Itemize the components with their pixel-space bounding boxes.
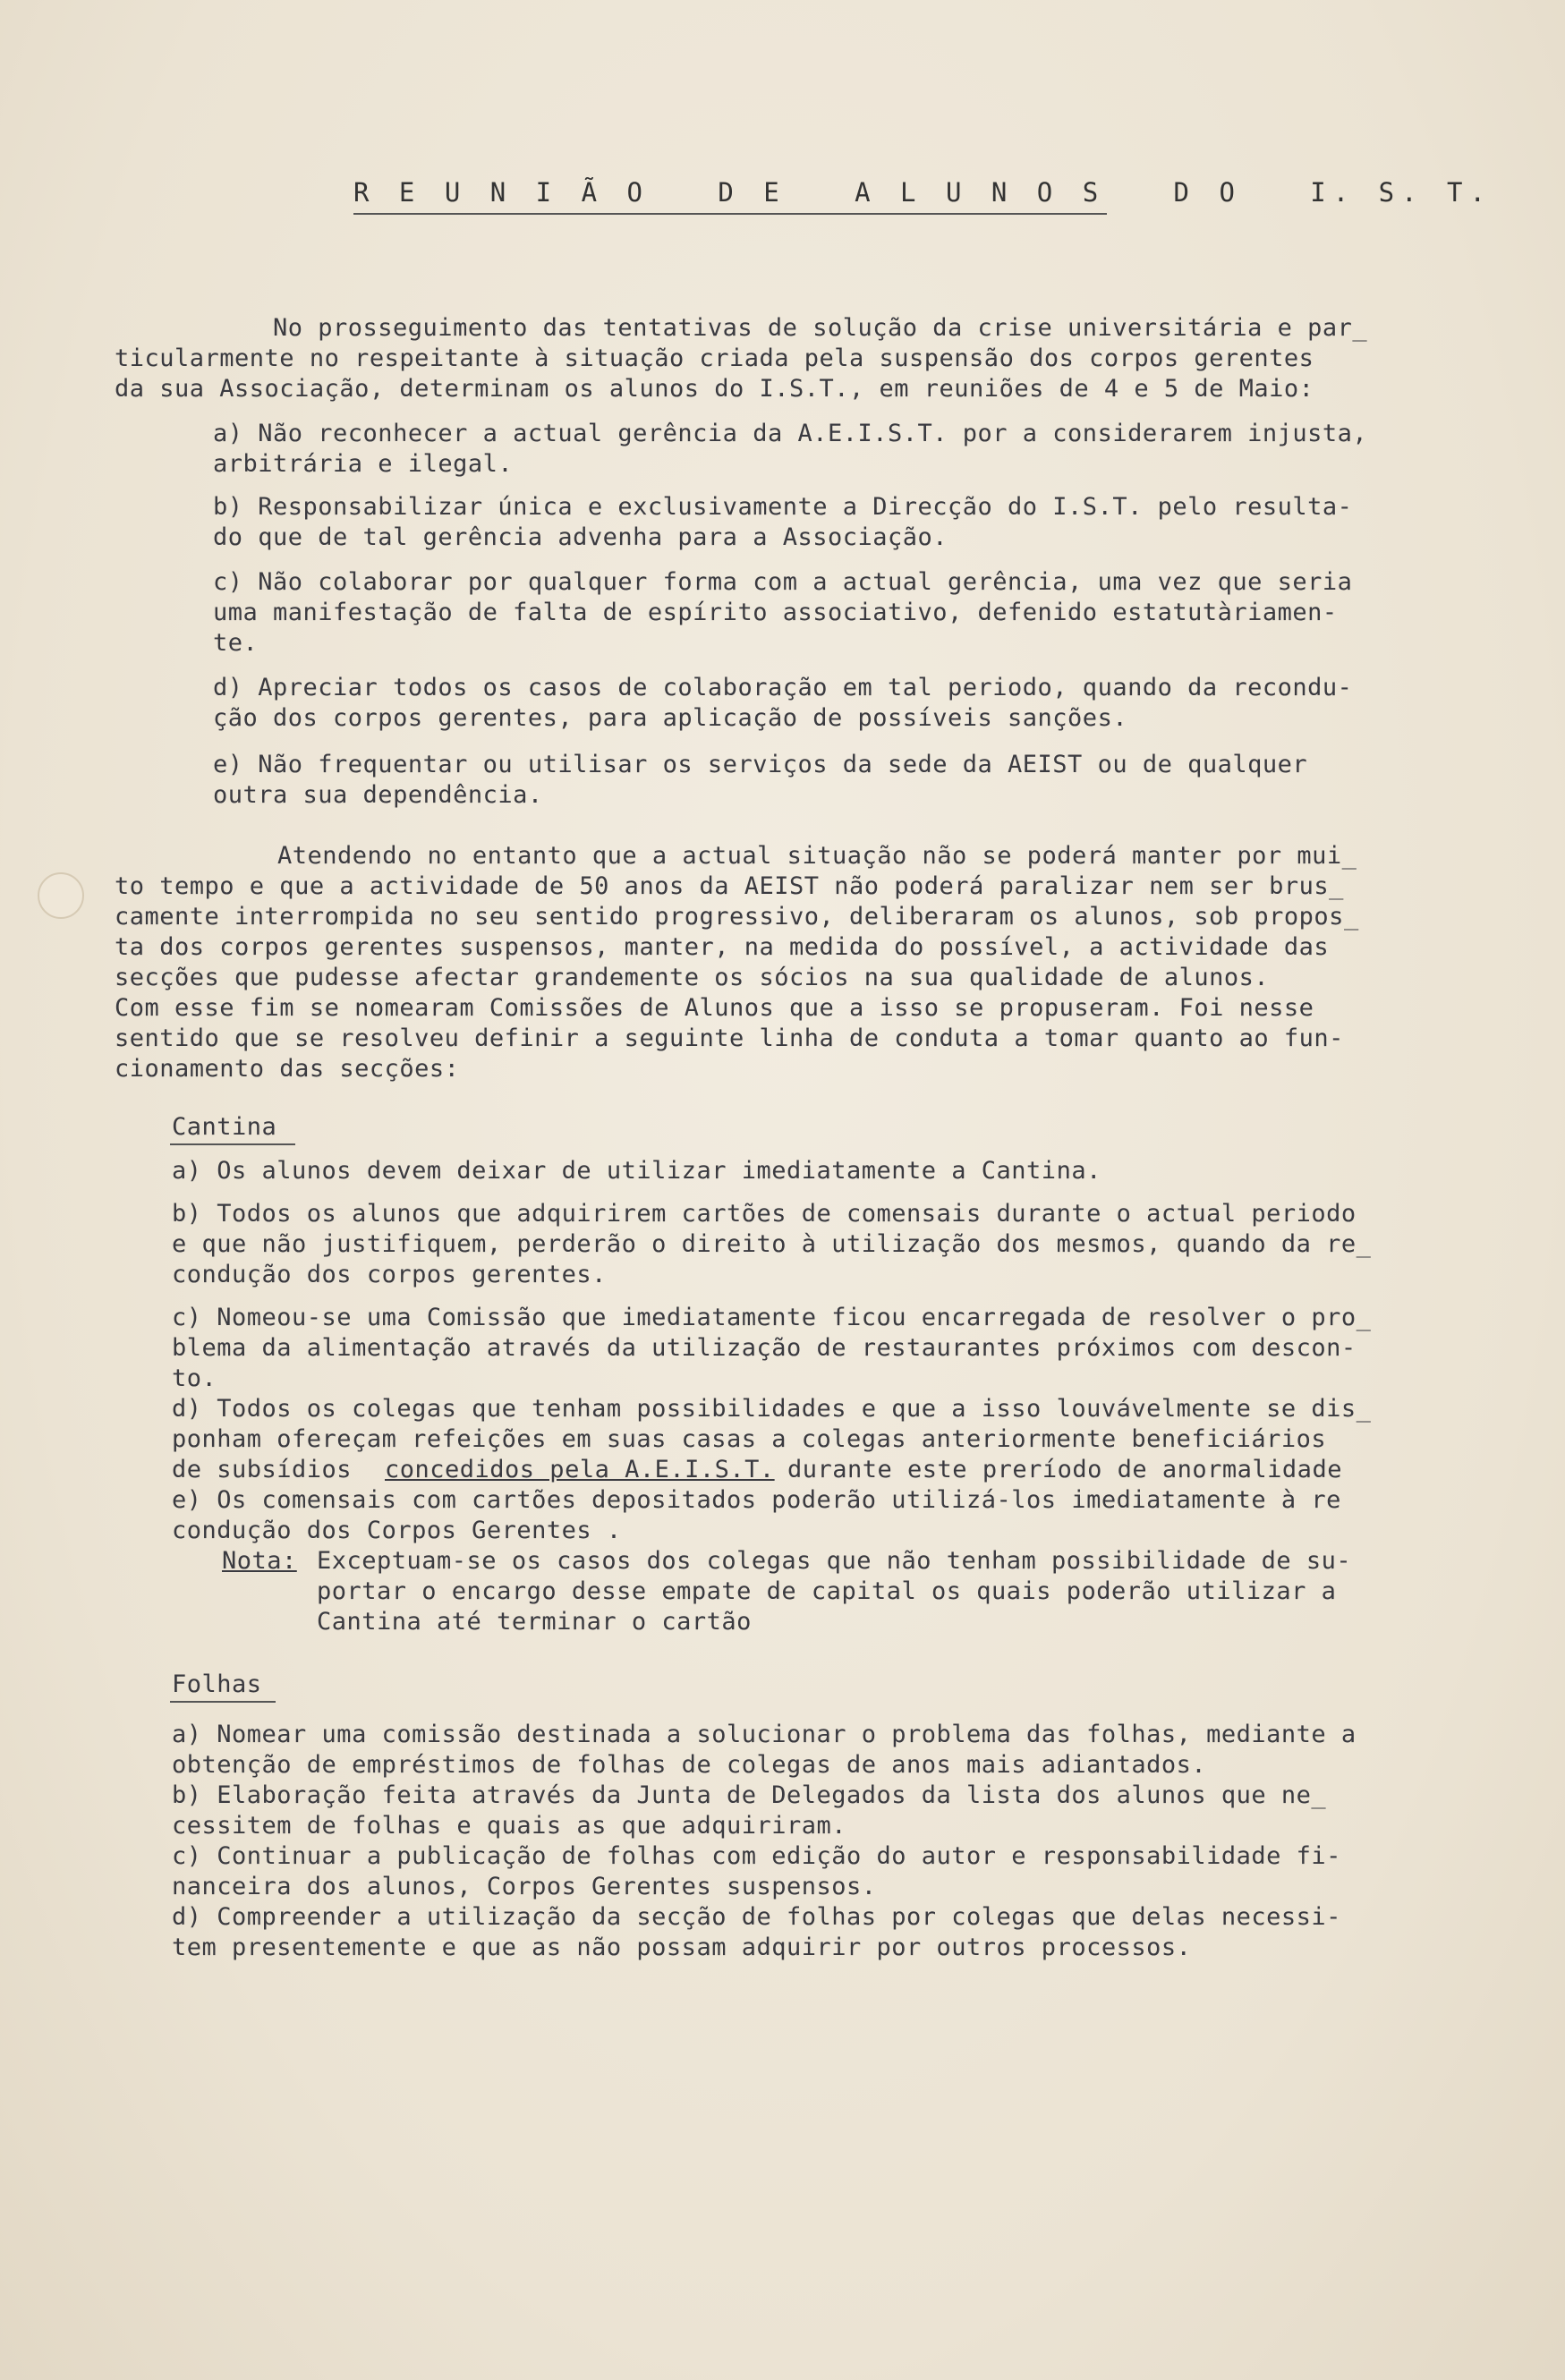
folhas-line: obtenção de empréstimos de folhas de colegas de anos mais adiantados.	[172, 1751, 1207, 1779]
intro-line: da sua Associação, determinam os alunos do I.S.T., em reuniões de 4 e 5 de Maio:	[115, 375, 1314, 403]
cantina-line: de subsídios	[172, 1456, 353, 1483]
nota-label: Nota:	[222, 1547, 297, 1575]
resolution-line: ção dos corpos gerentes, para aplicação de possíveis sanções.	[213, 704, 1128, 732]
document-title: R E U N I Ã O D E A L U N O S D O I. S. T.	[353, 177, 1493, 208]
paragraph-line: ta dos corpos gerentes suspensos, manter, na medida do possível, a actividade das	[115, 933, 1330, 961]
cantina-line: b) Todos os alunos que adquirirem cartões de comensais durante o actual periodo	[172, 1200, 1357, 1228]
paragraph-line: cionamento das secções:	[115, 1055, 460, 1083]
cantina-line: e) Os comensais com cartões depositados poderão utilizá-los imediatamente à re	[172, 1486, 1341, 1514]
cantina-line: condução dos Corpos Gerentes .	[172, 1517, 622, 1544]
folhas-line: d) Compreender a utilização da secção de folhas por colegas que delas necessi-	[172, 1903, 1341, 1931]
cantina-line: condução dos corpos gerentes.	[172, 1261, 607, 1288]
nota-line: Exceptuam-se os casos dos colegas que não tenham possibilidade de su-	[317, 1547, 1352, 1575]
cantina-line: d) Todos os colegas que tenham possibilidades e que a isso louvávelmente se dis_	[172, 1395, 1372, 1423]
resolution-line: uma manifestação de falta de espírito associativo, defenido estatutàriamen-	[213, 599, 1338, 626]
paragraph-line: sentido que se resolveu definir a seguinte linha de conduta a tomar quanto ao fun-	[115, 1024, 1344, 1052]
cantina-line: c) Nomeou-se uma Comissão que imediatamente ficou encarregada de resolver o pro_	[172, 1304, 1372, 1331]
paragraph-line: to tempo e que a actividade de 50 anos da AEIST não poderá paralizar nem ser brus_	[115, 872, 1344, 900]
nota-line: portar o encargo desse empate de capital os quais poderão utilizar a	[317, 1577, 1337, 1605]
intro-line: No prosseguimento das tentativas de solução da crise universitária e par_	[273, 314, 1368, 342]
paragraph-line: Atendendo no entanto que a actual situação não se poderá manter por mui_	[277, 842, 1357, 870]
cantina-line: ponham ofereçam refeições em suas casas a colegas anteriormente beneficiários	[172, 1425, 1327, 1453]
folhas-line: c) Continuar a publicação de folhas com edição do autor e responsabilidade fi-	[172, 1842, 1341, 1870]
punch-hole	[38, 872, 84, 919]
resolution-line: b) Responsabilizar única e exclusivamente a Direcção do I.S.T. pelo resulta-	[213, 493, 1353, 521]
paragraph-line: secções que pudesse afectar grandemente os sócios na sua qualidade de alunos.	[115, 964, 1270, 991]
heading-underline	[170, 1143, 295, 1145]
resolution-line: arbitrária e ilegal.	[213, 450, 514, 478]
cantina-line: a) Os alunos devem deixar de utilizar imediatamente a Cantina.	[172, 1157, 1101, 1185]
cantina-line: blema da alimentação através da utilização de restaurantes próximos com descon-	[172, 1334, 1357, 1362]
section-heading-cantina: Cantina	[172, 1113, 277, 1141]
paragraph-line: Com esse fim se nomearam Comissões de Alunos que a isso se propuseram. Foi nesse	[115, 994, 1314, 1022]
folhas-line: tem presentemente e que as não possam adquirir por outros processos.	[172, 1934, 1192, 1961]
paragraph-line: camente interrompida no seu sentido progressivo, deliberaram os alunos, sob propos_	[115, 903, 1359, 931]
cantina-underlined-phrase: concedidos pela A.E.I.S.T.	[385, 1456, 775, 1483]
heading-underline	[170, 1701, 276, 1703]
resolution-line: a) Não reconhecer a actual gerência da A.E.I.S.T. por a considerarem injusta,	[213, 420, 1368, 447]
resolution-line: do que de tal gerência advenha para a Associação.	[213, 523, 948, 551]
folhas-line: nanceira dos alunos, Corpos Gerentes suspensos.	[172, 1873, 877, 1900]
resolution-line: e) Não frequentar ou utilisar os serviços da sede da AEIST ou de qualquer	[213, 751, 1308, 778]
cantina-line: to.	[172, 1364, 217, 1392]
title-underline	[353, 213, 1107, 215]
section-heading-folhas: Folhas	[172, 1670, 262, 1698]
intro-line: ticularmente no respeitante à situação criada pela suspensão dos corpos gerentes	[115, 344, 1314, 372]
resolution-line: c) Não colaborar por qualquer forma com a actual gerência, uma vez que seria	[213, 568, 1353, 596]
folhas-line: cessitem de folhas e quais as que adquiriram.	[172, 1812, 846, 1840]
folhas-line: a) Nomear uma comissão destinada a solucionar o problema das folhas, mediante a	[172, 1721, 1357, 1748]
resolution-line: outra sua dependência.	[213, 781, 543, 809]
nota-line: Cantina até terminar o cartão	[317, 1608, 752, 1636]
folhas-line: b) Elaboração feita através da Junta de Delegados da lista dos alunos que ne_	[172, 1781, 1327, 1809]
cantina-line: durante este preríodo de anormalidade	[787, 1456, 1342, 1483]
resolution-line: te.	[213, 629, 259, 657]
cantina-line: e que não justifiquem, perderão o direito à utilização dos mesmos, quando da re_	[172, 1230, 1372, 1258]
resolution-line: d) Apreciar todos os casos de colaboração em tal periodo, quando da recondu-	[213, 674, 1353, 701]
